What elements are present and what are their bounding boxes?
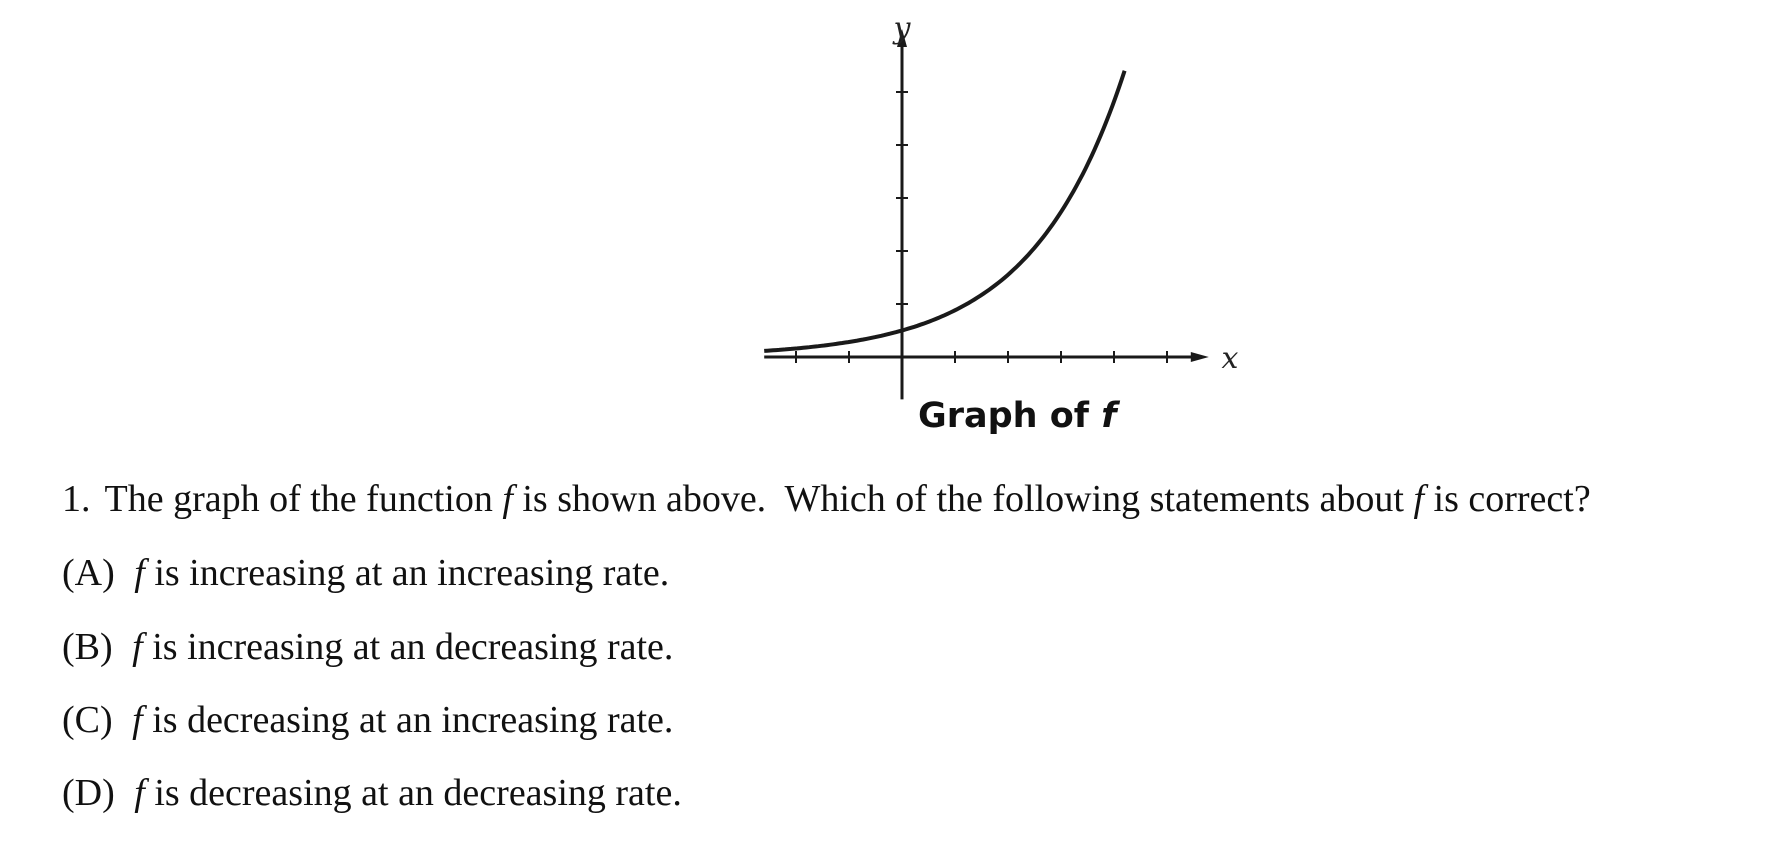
function-curve — [764, 71, 1124, 351]
graph-caption — [918, 396, 1116, 436]
choice-text: is increasing at an decreasing rate. — [152, 626, 674, 668]
x-axis-arrow — [1191, 352, 1209, 362]
choice-letter: (B) — [62, 626, 113, 668]
question-var-2: f — [1413, 478, 1425, 520]
y-axis-label: y — [893, 11, 911, 46]
choice-text: is decreasing at an increasing rate. — [152, 699, 674, 741]
choice-letter: (C) — [62, 699, 113, 741]
choice-c[interactable] — [62, 701, 673, 739]
choice-var: f — [134, 772, 145, 814]
choice-letter: (A) — [62, 552, 115, 594]
caption-function-var: f — [1101, 396, 1117, 436]
caption-text: Graph of — [918, 396, 1090, 436]
choice-text: is decreasing at an decreasing rate. — [154, 772, 682, 814]
choice-var: f — [132, 699, 143, 741]
question-stem — [62, 480, 1591, 518]
question-var-1: f — [502, 478, 513, 520]
x-axis-label: x — [1221, 341, 1239, 376]
choice-var: f — [134, 552, 145, 594]
choice-var: f — [132, 626, 143, 668]
choice-a[interactable] — [62, 554, 669, 592]
question-number: 1. — [62, 478, 91, 520]
question-text-before: The graph of the function — [104, 478, 493, 520]
choice-d[interactable] — [62, 774, 682, 812]
question-text-after: is correct? — [1433, 478, 1591, 520]
choice-text: is increasing at an increasing rate. — [154, 552, 670, 594]
axis-ticks — [796, 92, 1167, 363]
choice-b[interactable] — [62, 628, 673, 666]
choice-letter: (D) — [62, 772, 115, 814]
question-text-middle: is shown above. Which of the following statements about — [522, 478, 1404, 520]
